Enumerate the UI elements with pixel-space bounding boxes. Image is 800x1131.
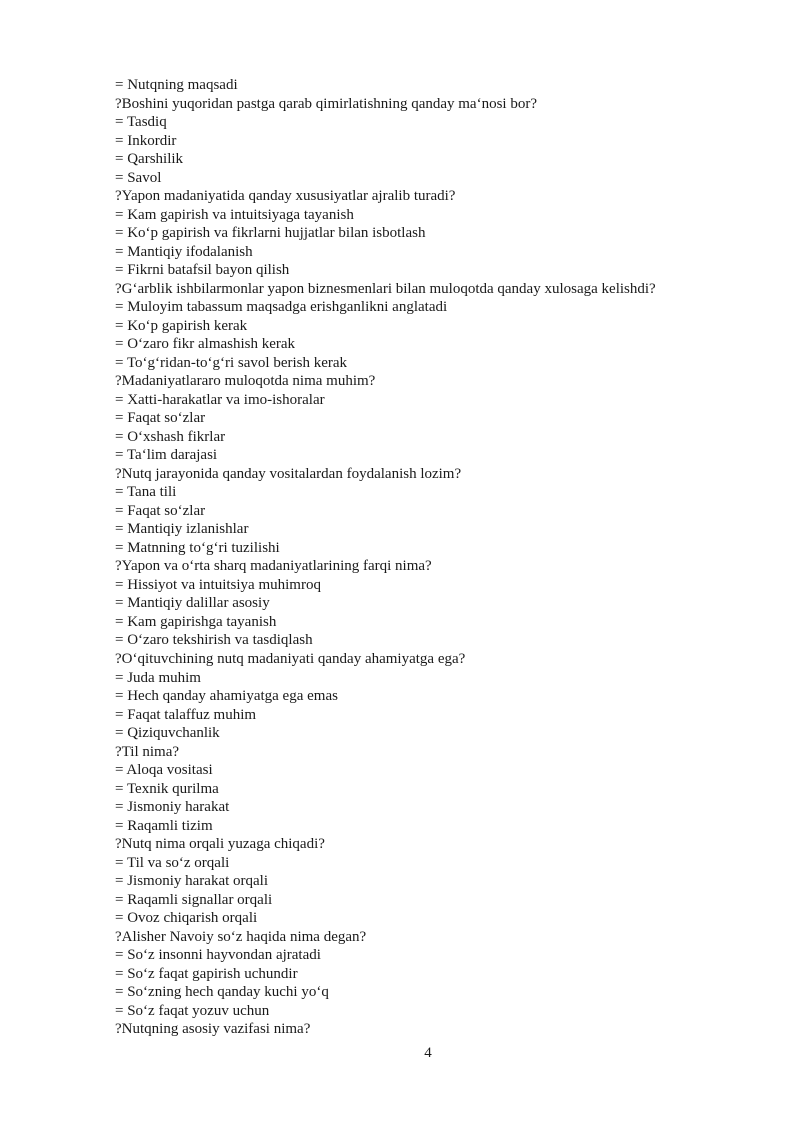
answer-line: = Inkordir (115, 132, 177, 149)
question-line: ?O‘qituvchining nutq madaniyati qanday ahamiyatga ega? (115, 650, 466, 667)
answer-line: = O‘zaro fikr almashish kerak (115, 336, 296, 353)
answer-line: = Juda muhim (115, 669, 201, 686)
answer-line: = Jismoniy harakat orqali (115, 873, 269, 890)
answer-line: = O‘zaro tekshirish va tasdiqlash (115, 632, 313, 649)
answer-line: = O‘xshash fikrlar (115, 428, 226, 445)
answer-line: = Ta‘lim darajasi (115, 447, 218, 464)
answer-line: = So‘z faqat yozuv uchun (115, 1002, 270, 1019)
answer-line: = Aloqa vositasi (115, 762, 213, 779)
question-line: ?Yapon va o‘rta sharq madaniyatlarining farqi nima? (115, 558, 432, 575)
answer-line: = So‘z insonni hayvondan ajratadi (115, 947, 321, 964)
answer-line: = Jismoniy harakat (115, 799, 230, 816)
answer-line: = Ko‘p gapirish va fikrlarni hujjatlar bilan isbotlash (115, 225, 426, 242)
answer-line: = Texnik qurilma (115, 780, 219, 797)
answer-line: = Mantiqiy izlanishlar (115, 521, 249, 538)
question-line: ?Boshini yuqoridan pastga qarab qimirlatishning qanday ma‘nosi bor? (115, 95, 537, 112)
answer-line: = Raqamli tizim (115, 817, 213, 834)
question-line: ?G‘arblik ishbilarmonlar yapon biznesmenlari bilan muloqotda qanday xulosaga kelishdi? (115, 280, 656, 297)
answer-line: = Fikrni batafsil bayon qilish (115, 262, 290, 279)
answer-line: = Kam gapirish va intuitsiyaga tayanish (115, 206, 354, 223)
answer-line: = Qiziquvchanlik (115, 725, 220, 742)
answer-line: = Mantiqiy ifodalanish (115, 243, 253, 260)
question-line: ?Nutq jarayonida qanday vositalardan foydalanish lozim? (115, 465, 462, 482)
question-list (115, 76, 755, 1039)
question-line: ?Yapon madaniyatida qanday xususiyatlar ajralib turadi? (115, 188, 456, 205)
answer-line: = Til va so‘z orqali (115, 854, 230, 871)
answer-line: = Nutqning maqsadi (115, 77, 238, 93)
page-number: 4 (424, 1045, 432, 1061)
answer-line: = Matnning to‘g‘ri tuzilishi (115, 539, 280, 556)
answer-line: = Faqat talaffuz muhim (115, 706, 257, 723)
answer-line: = So‘zning hech qanday kuchi yo‘q (115, 984, 329, 1001)
answer-line: = Savol (115, 169, 162, 186)
answer-line: = Hissiyot va intuitsiya muhimroq (115, 576, 321, 593)
answer-line: = Faqat so‘zlar (115, 502, 206, 519)
answer-line: = So‘z faqat gapirish uchundir (115, 965, 298, 982)
answer-line: = Mantiqiy dalillar asosiy (115, 595, 270, 612)
answer-line: = Faqat so‘zlar (115, 410, 206, 427)
answer-line: = Xatti-harakatlar va imo-ishoralar (115, 391, 325, 408)
answer-line: = Tana tili (115, 484, 177, 501)
question-line: ?Nutq nima orqali yuzaga chiqadi? (115, 836, 325, 853)
answer-line: = Ko‘p gapirish kerak (115, 317, 248, 334)
answer-line: = To‘g‘ridan-to‘g‘ri savol berish kerak (115, 354, 348, 371)
question-line: ?Madaniyatlararo muloqotda nima muhim? (115, 373, 376, 390)
question-line: ?Til nima? (115, 743, 180, 760)
answer-line: = Tasdiq (115, 114, 167, 131)
answer-line: = Muloyim tabassum maqsadga erishganlikni anglatadi (115, 299, 448, 316)
question-line: ?Nutqning asosiy vazifasi nima? (115, 1021, 311, 1038)
answer-line: = Qarshilik (115, 151, 184, 168)
answer-line: = Ovoz chiqarish orqali (115, 910, 258, 927)
answer-line: = Raqamli signallar orqali (115, 891, 273, 908)
answer-line: = Hech qanday ahamiyatga ega emas (115, 688, 338, 705)
question-line: ?Alisher Navoiy so‘z haqida nima degan? (115, 928, 367, 945)
answer-line: = Kam gapirishga tayanish (115, 613, 277, 630)
